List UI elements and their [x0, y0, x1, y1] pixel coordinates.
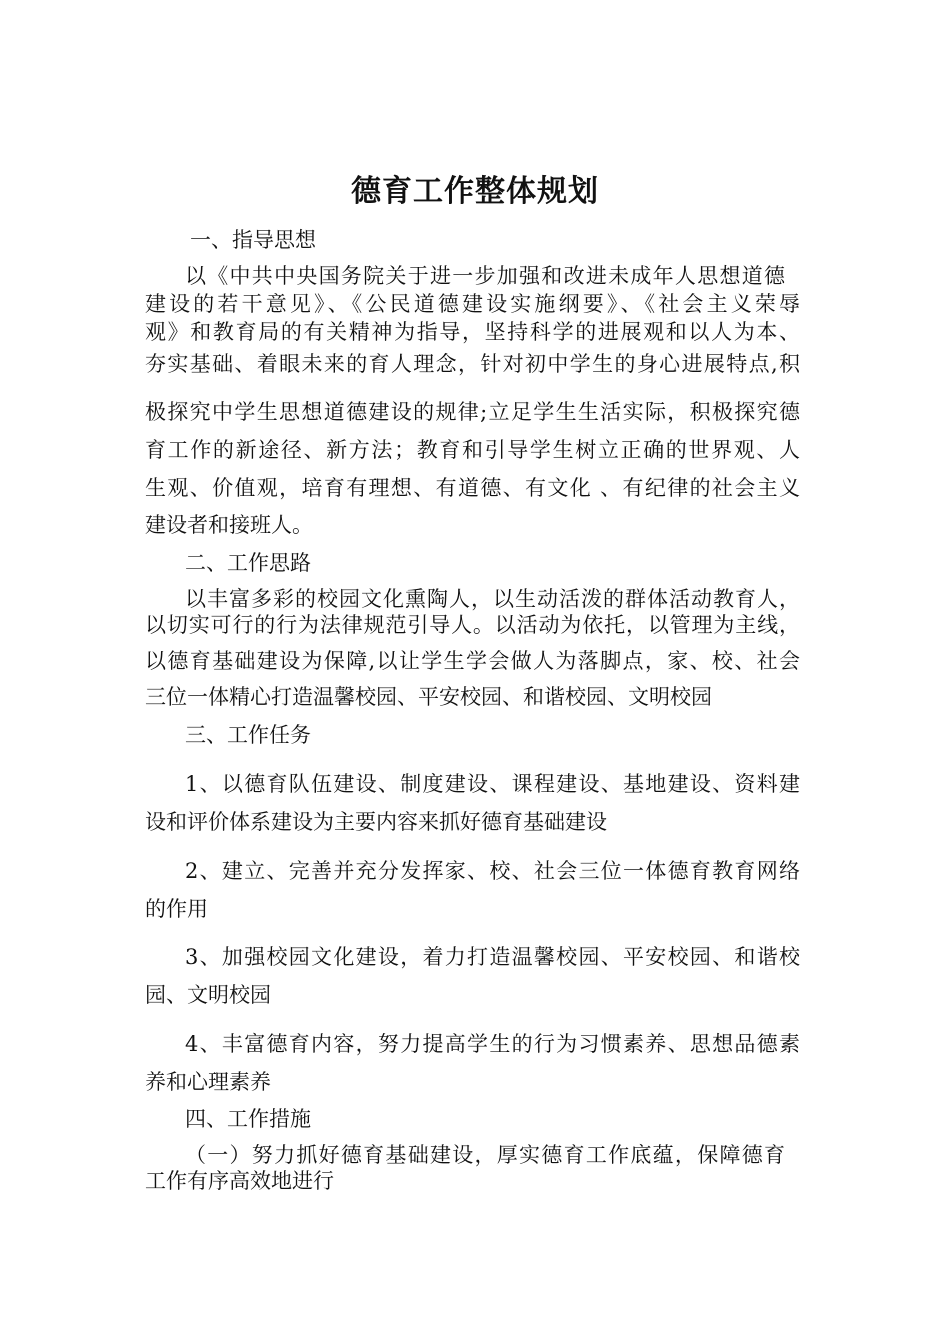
task-item-2: 2、建立、完善并充分发挥家、校、社会三位一体德育教育网络 — [185, 859, 800, 883]
paragraph-line: 建设的若干意见》、《公民道德建设实施纲要》、《社会主义荣辱 — [145, 292, 800, 316]
paragraph-line: 以德育基础建设为保障,以让学生学会做人为落脚点，家、校、社会 — [145, 649, 800, 673]
task-item-4: 4、丰富德育内容，努力提高学生的行为习惯素养、思想品德素 — [185, 1032, 800, 1056]
section-heading-4: 四、工作措施 — [185, 1107, 311, 1131]
task-item-2-cont: 的作用 — [145, 897, 208, 921]
paragraph-line: 观》和教育局的有关精神为指导，坚持科学的进展观和以人为本、 — [145, 320, 800, 344]
paragraph-line: 育工作的新途径、新方法；教育和引导学生树立正确的世界观、人 — [145, 438, 800, 462]
task-item-1: 1、以德育队伍建设、制度建设、课程建设、基地建设、资料建 — [185, 772, 800, 796]
section-heading-1: 一、指导思想 — [190, 228, 316, 252]
measure-item-1: （一）努力抓好德育基础建设，厚实德育工作底蕴，保障德育 — [185, 1143, 785, 1167]
measure-item-1-cont: 工作有序高效地进行 — [145, 1169, 334, 1193]
section-heading-2: 二、工作思路 — [185, 551, 311, 575]
paragraph-line: 以切实可行的行为法律规范引导人。以活动为依托，以管理为主线， — [145, 613, 800, 637]
paragraph-line: 生观、价值观，培育有理想、有道德、有文化 、有纪律的社会主义 — [145, 476, 800, 500]
document-title: 德育工作整体规划 — [351, 174, 599, 209]
paragraph-line: 以《中共中央国务院关于进一步加强和改进未成年人思想道德 — [185, 264, 785, 288]
paragraph-line: 极探究中学生思想道德建设的规律;立足学生生活实际，积极探究德 — [145, 400, 800, 424]
task-item-3-cont: 园、文明校园 — [145, 983, 271, 1007]
paragraph-line: 建设者和接班人。 — [145, 513, 313, 537]
task-item-4-cont: 养和心理素养 — [145, 1070, 271, 1094]
paragraph-line: 三位一体精心打造温馨校园、平安校园、和谐校园、文明校园 — [145, 685, 712, 709]
section-heading-3: 三、工作任务 — [185, 723, 311, 747]
task-item-1-cont: 设和评价体系建设为主要内容来抓好德育基础建设 — [145, 810, 607, 834]
paragraph-line: 夯实基础、着眼未来的育人理念，针对初中学生的身心进展特点,积 — [145, 352, 800, 376]
task-item-3: 3、加强校园文化建设，着力打造温馨校园、平安校园、和谐校 — [185, 945, 800, 969]
paragraph-line: 以丰富多彩的校园文化熏陶人，以生动活泼的群体活动教育人， — [185, 587, 800, 611]
